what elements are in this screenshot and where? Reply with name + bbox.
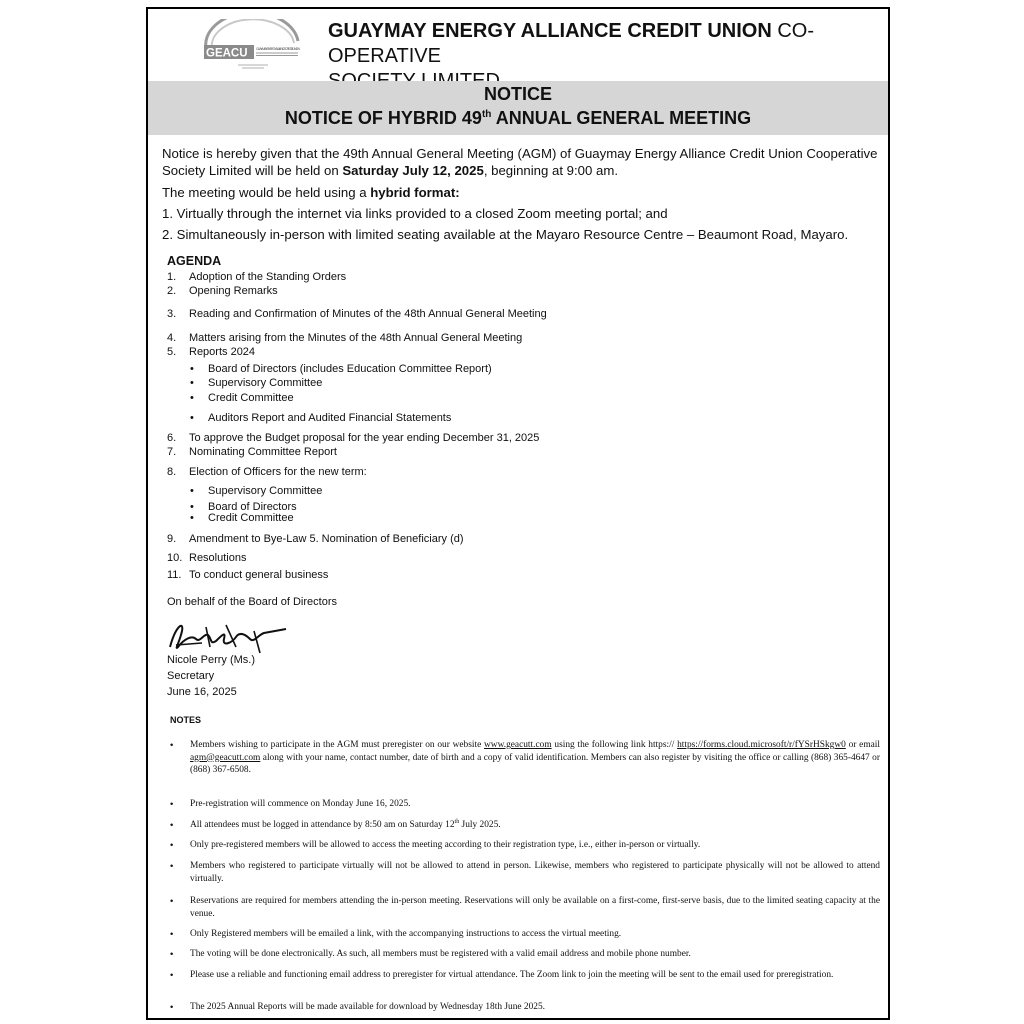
note-item: • Only Registered members will be emailed a link, with the accompanying instructions to access the virtual meeting. — [170, 928, 622, 939]
notice-banner — [148, 81, 888, 135]
format-option-virtual: 1. Virtually through the internet via links provided to a closed Zoom meeting portal; and — [162, 206, 668, 221]
credit-union-logo — [198, 19, 310, 71]
signoff-date: June 16, 2025 — [167, 686, 237, 698]
agenda-title: AGENDA — [167, 254, 222, 268]
on-behalf-line: On behalf of the Board of Directors — [167, 596, 337, 608]
registration-link[interactable]: https://forms.cloud.microsoft/r/fYSrHSkgw0 — [677, 740, 846, 750]
note-item: • The voting will be done electronically. As such, all members must be registered with a valid email address and mobile phone number. — [170, 948, 691, 959]
website-link[interactable]: www.geacutt.com — [484, 740, 552, 750]
notice-frame: GEACU GUAYMAY ENERGY ALLIANCE CREDIT UNION GUAYMAY ENERGY ALLIANCE CREDIT UNION CO-OPERATIVE NOTICE NOTICE OF HYBRID 49th ANNUAL GENERAL MEETING Notice is hereby given that the 49th Annual General Meeting (AGM) of Guaymay Energy Alliance Credit Union Cooperative Society Limited will be held on Saturday July 12, 2025, beginning at 9:00 am. The meeting would be held using a hybrid format: 1. Virtually through the internet via links provided to a closed Zoom meeting portal; and 2. Simultaneously in-person with limited seating available at the Mayaro Resource Centre – Beaumont Road, Mayaro. AGENDA 1. Adoption of the Standing Orders 2. Opening Remarks 3. Reading and Confirmation of Minutes of the 48th Annual General Meeting 4. Matters arising from the Minutes of the 48th Annual General Meeting 5. Reports 2024 • Board of Directors (includes Education Committee Report) • Supervisory Committee • Credit Committee • Auditors Report and Audited Financial Statements 6. To approve the Budget proposal for the year ending December 31, 2025 7. Nominating Committee Report 8. Election of Officers for the new term: • Supervisory Committee • Board of Directors • Credit Committee 9. Amendment to Bye-Law 5. Nomination of Beneficiary (d) 10. Resolutions 11. To conduct general business On behalf of the Board of Directors Nicole Perry (Ms.) Secretary June 16, 2025 NOTES • Members wishing to participate in the AGM must preregister on our website www.geacutt.com using the following link https:// https://forms.cloud.microsoft/r/fYSrHSkgw0 or email agm@geacutt.com along with your name, contact number, date of birth and a copy of valid identification. Members can also register by visiting the office or calling (868) 365-4647 or (868) 367-6508. • Pre-registration will commence on Monday June 16, 2025. • All attendees must be logged in attendance by 8:50 am on Saturday 12th July 2025. • Only pre-registered members will be allowed to access the meeting according to their registration type, i.e., either in-person or virtually. • Members who registered to participate virtually will not be allowed to attend in person. Likewise, members who registered to participate physically will not be allowed to attend virtually. • Reservations are required for members attending the in-person meeting. Reservations will only be available on a first-come, first-serve basis, due to the limited seating capacity at the venue. • Only Registered members will be emailed a link, with the accompanying instructions to access the virtual meeting. • The voting will be done electronically. As such, all members must be registered with a valid email address and mobile phone number. • Please use a reliable and functioning email address to preregister for virtual attendance. The Zoom link to join the meeting will be sent to the email used for preregistration. • The 2025 Annual Reports will be made available for download by Wednesday 18th June 2025. — [146, 7, 890, 1020]
note-item: • Only pre-registered members will be allowed to access the meeting according to their registration type, i.e., either in-person or virtually. — [170, 839, 701, 850]
email-link[interactable]: agm@geacutt.com — [190, 752, 261, 763]
note-item: • Members who registered to participate virtually will not be allowed to attend in person. Likewise, members who registered to participate physically will not be allowed to attend virtually. — [170, 860, 880, 884]
signature-icon — [166, 617, 290, 657]
organization-name: GUAYMAY ENERGY ALLIANCE CREDIT UNION CO-OPERATIVE — [328, 20, 814, 67]
notice-heading: NOTICE — [483, 84, 552, 104]
meeting-heading: NOTICE OF HYBRID 49th ANNUAL GENERAL MEETING — [284, 108, 752, 128]
note-item: • The 2025 Annual Reports will be made available for download by Wednesday 18th June 2025. — [170, 1001, 545, 1012]
svg-text:GUAYMAY ENERGY ALLIANCE CREDIT: GUAYMAY ENERGY ALLIANCE CREDIT UNION — [256, 47, 300, 51]
note-item: • Pre-registration will commence on Monday June 16, 2025. — [170, 798, 411, 809]
signatory-name: Nicole Perry (Ms.) — [167, 654, 256, 666]
signatory-role: Secretary — [167, 670, 215, 682]
note-item: • Reservations are required for members attending the in-person meeting. Reservations will only be available on a first-come, first-serve basis, due to the limited seating capacity at the venue. — [170, 895, 880, 919]
format-line: The meeting would be held using a hybrid format: — [162, 185, 460, 200]
intro-paragraph: Notice is hereby given that the 49th Annual General Meeting (AGM) of Guaymay Energy Alliance Credit Union Cooperative Society Limited will be held on Saturday July 12, 2025, beginning at 9:00 am. — [162, 146, 878, 178]
svg-text:GEACU: GEACU — [206, 47, 248, 60]
notes-title: NOTES — [170, 715, 202, 725]
note-item: • All attendees must be logged in attendance by 8:50 am on Saturday 12th July 2025. — [170, 818, 501, 830]
format-option-in-person: 2. Simultaneously in-person with limited seating available at the Mayaro Resource Centre – Beaumont Road, Mayaro. — [162, 227, 849, 242]
note-item: • Members wishing to participate in the AGM must preregister on our website www.geacutt.com using the following link https:// https://forms.cloud.microsoft/r/fYSrHSkgw0 or email agm@geacutt.com along with your name, contact number, date of birth and a copy of valid identification. Members can also register by visiting the office or calling (868) 365-4647 or (868) 367-6508. — [170, 739, 880, 775]
note-item: • Please use a reliable and functioning email address to preregister for virtual attendance. The Zoom link to join the meeting will be sent to the email used for preregistration. — [170, 969, 834, 980]
